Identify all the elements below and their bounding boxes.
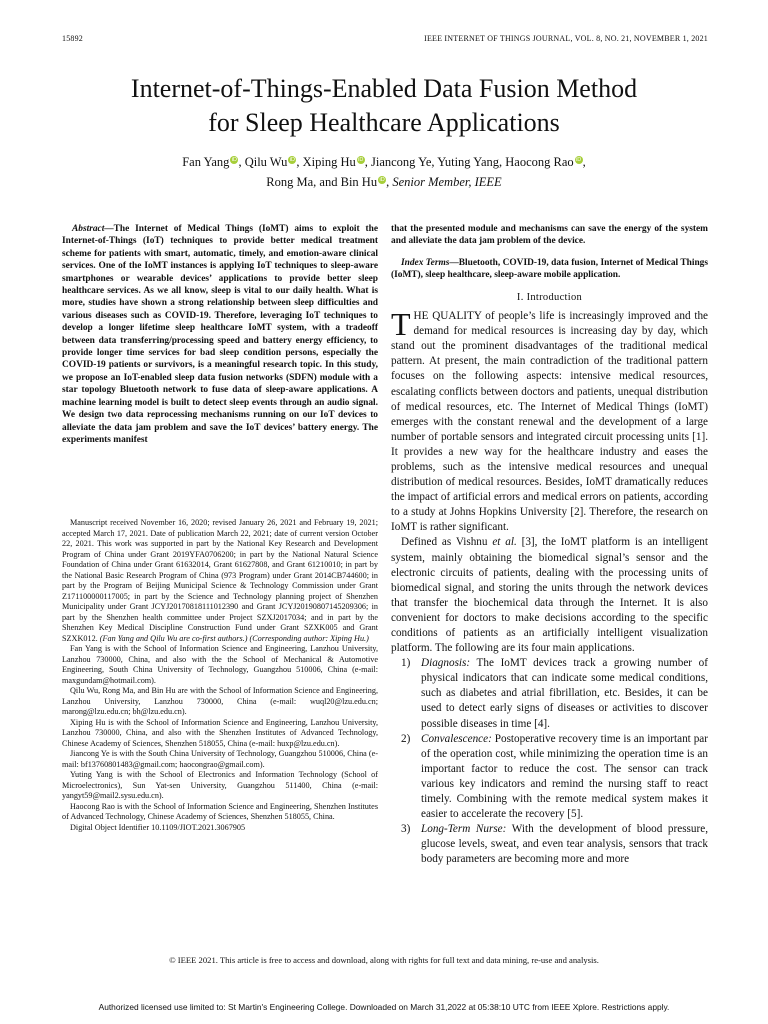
author-list: Fan Yang iD, Qilu Wu iD, Xiping Hu iD, Jiancong Ye, Yuting Yang, Haocong Rao iD, Rong Ma, and Bin Hu iD, Senior Member, IEEE	[182, 155, 586, 189]
author-role: Senior Member, IEEE	[392, 175, 502, 189]
footnotes	[62, 518, 378, 833]
abstract-text: —The Internet of Medical Things (IoMT) aims to exploit the Internet-of-Things (IoT) techniques to provide better medical treatment scheme for patients with smart, automatic, timely, and emotion-aware clinical services. One of the IoMT instances is applying IoT techniques to sleep-aware smartphones or wearable devices’ applications to provide better sleep healthcare services. As we all know, sleep is vital to our daily health. What is more, studies have shown a strong relationship between sleep difficulties and various diseases such as COVID-19. Therefore, leveraging IoT techniques to develop a longer lifetime sleep healthcare IoMT system, with a tradeoff between data transferring/processing speed and battery energy efficiency, to provide longer time services for bad sleep condition persons, especially the COVID-19 patients or survivors, is a meaningful research topic. In this study, we propose an IoT-enabled sleep data fusion networks (SDFN) module with a star topology Bluetooth network to fuse data of sleep-aware applications. A machine learning model is built to detect sleep events through an audio signal. We design two data reprocessing mechanisms running on our IoT devices to alleviate the data jam problem and save the IoT devices’ battery energy. The experiments manifest	[62, 224, 378, 445]
orcid-icon[interactable]: iD	[358, 157, 364, 163]
drop-cap: T	[391, 306, 411, 343]
list-item: 2) Convalescence: Postoperative recovery time is an important par of the operation cost, while minimizing the operation time is an important factor to reduce the cost. The sensor can track various key indicators and remind the nursing staff to react timely. Combining with the remote medical system makes it easier to accelerate the recovery [5].	[401, 732, 708, 821]
index-terms-text: —Bluetooth, COVID-19, data fusion, Internet of Medical Things (IoMT), sleep healthcare, sleep-aware mobile application.	[391, 257, 708, 281]
right-column	[391, 223, 708, 868]
abstract-label: Abstract	[72, 224, 105, 234]
author-name: Xiping Hu	[302, 155, 356, 169]
footnote-manuscript: Manuscript received November 16, 2020; revised January 26, 2021 and February 19, 2021; accepted March 17, 2021. Date of publication March 22, 2021; date of current version October 22, 2021. This work was supported in part by the National Key Research and Development Program of China under Grant 2019YFA0706200; in part by the National Natural Science Foundation of China under Grant 61632014, Grant 61627808, and Grant 61210010; in part by the National Basic Research Program of China (973 Program) under Grant 2014CB744600; in part by the Program of Beijing Municipal Science & Technology Commission under Grant Z171100000117005; in part by the Science and Technology planning project of Shenzhen Municipality under Grant JCYJ20170818111012390 and Grant JCYJ20190807145209306; in part by the Shenzhen health committee under Project SZXJ2017034; and in part by the Shenzhen Key Medical Discipline Construction Fund under Grant SZXK005 and Grant SZXK012. (Fan Yang and Qilu Wu are co-first authors.) (Corresponding author: Xiping Hu.)	[62, 518, 378, 643]
author-name: Fan Yang	[182, 155, 230, 169]
left-column	[62, 223, 378, 446]
title-line-1: Internet-of-Things-Enabled Data Fusion Method	[130, 74, 638, 103]
abstract-continued: that the presented module and mechanisms can save the energy of the system and alleviate the data jam problem of the device.	[391, 224, 708, 247]
paragraph: THE QUALITY of people’s life is increasingly improved and the demand for medical resources is increasing day by day, which stand out the prominent disadvantages of the traditional medical pattern. At present, the main contradiction of the traditional pattern focuses on the following aspects: intensive medical resources, escalating conflicts between doctors and patients, unequal distribution of medical resources, etc. The Internet of Medical Things (IoMT) emerges with the constant renewal and the development of a large number of portable sensors and integrated circuit processing units [1]. It provides a new way for the healthcare industry and eases the problems, such as the intensive medical resources and unequal distribution of medical resources. Besides, IoMT dramatically reduces the impact of artificial errors and medical errors on patients, according to a study at Johns Hopkins University [2]. Therefore, the research on IoMT is rather significant.	[391, 306, 708, 534]
doi[interactable]: Digital Object Identifier 10.1109/JIOT.2021.3067905	[70, 822, 246, 832]
orcid-icon[interactable]: iD	[231, 157, 238, 163]
application-list	[391, 656, 708, 867]
author-name: Yuting Yang	[437, 155, 500, 169]
author-name: Haocong Rao	[505, 155, 574, 169]
author-name: Qilu Wu	[244, 155, 288, 169]
index-terms	[391, 257, 708, 282]
license-banner: Authorized licensed use limited to: St Martin's Engineering College. Downloaded on March 31,2022 at 05:38:10 UTC from IEEE Xplore. Restrictions apply.	[98, 1002, 670, 1012]
section-heading: I. Introduction	[516, 291, 583, 303]
footnote-affiliation: Xiping Hu is with the School of Information Science and Engineering, Lanzhou University, Lanzhou 730000, China, and also with the Shenzhen Institutes of Advanced Technology, Chinese Academy of Sciences, Shenzhen 518055, China (e-mail: huxp@lzu.edu.cn).	[62, 717, 378, 748]
footnote-affiliation: Haocong Rao is with the School of Information Science and Engineering, Shenzhen Institutes of Advanced Technology, Chinese Academy of Sciences, Shenzhen 518055, China.	[62, 801, 378, 821]
author-name: Rong Ma	[266, 175, 314, 189]
paragraph: Defined as Vishnu et al. [3], the IoMT platform is an intelligent system, mainly obtaining the biomedical signal’s sensor and the electronic circuits of patients, dealing with the processing units of biomedical signal, and storing the units through the network devices that transfer the biochemical data through the Internet. It is also convenient for doctors to make decisions according to the specific conditions of patients as an artificially intelligent visualization platform. The following are its four main applications.	[391, 536, 708, 655]
list-item: 1) Diagnosis: The IoMT devices track a growing number of physical indicators that can indicate some medical conditions, such as diabetes and atrial fibrillation, etc. Besides, it can be used to detect early signs of diseases or activities to discover possible diseases in time [4].	[401, 657, 708, 730]
footnote-affiliation: Fan Yang is with the School of Information Science and Engineering, Lanzhou University, Lanzhou 730000, China, and also with the the School of Mechanical & Automotive Engineering, South China University of Technology, Guangzhou 510006, China (e-mail: maxgundam@hotmail.com).	[62, 644, 378, 685]
title-line-2: for Sleep Healthcare Applications	[208, 108, 560, 137]
footnote-affiliation: Yuting Yang is with the School of Electronics and Information Technology (School of Microelectronics), Sun Yat-sen University, Guangzhou 511400, China (e-mail: yangyt59@mail2.sysu.edu.cn).	[62, 770, 378, 800]
index-terms-label: Index Terms	[401, 257, 450, 268]
footnote-affiliation: Jiancong Ye is with the South China University of Technology, Guangzhou 510006, China (e-mail: bf13760801483@gmail.com; haocongrao@gmail.com).	[62, 749, 378, 769]
list-item: 3) Long-Term Nurse: With the development of blood pressure, glucose levels, sweat, and even tear analysis, sensors that track body parameters are becoming more and more	[401, 823, 708, 866]
orcid-icon[interactable]: iD	[289, 157, 295, 163]
footnote-affiliation: Qilu Wu, Rong Ma, and Bin Hu are with the School of Information Science and Engineering, Lanzhou University, Lanzhou 730000, China (e-mail: wuql20@lzu.edu.cn; marong@lzu.edu.cn; bh@lzu.edu.cn).	[62, 686, 378, 716]
paper-title	[40, 72, 728, 140]
running-header	[62, 34, 708, 46]
footnote-cofirst: (Fan Yang and Qilu Wu are co-first authors.) (Corresponding author: Xiping Hu.)	[99, 633, 369, 643]
intro-body	[391, 306, 708, 867]
journal-header: IEEE INTERNET OF THINGS JOURNAL, VOL. 8, NO. 21, NOVEMBER 1, 2021	[424, 34, 708, 43]
author-name: Bin Hu	[340, 175, 378, 189]
page-number: 15892	[62, 34, 83, 43]
author-name: Jiancong Ye	[370, 155, 432, 169]
abstract	[62, 223, 378, 446]
orcid-icon[interactable]: iD	[576, 157, 582, 163]
copyright-notice: © IEEE 2021. This article is free to access and download, along with rights for full text and data mining, re-use and analysis.	[169, 955, 599, 965]
orcid-icon[interactable]: iD	[379, 177, 385, 183]
